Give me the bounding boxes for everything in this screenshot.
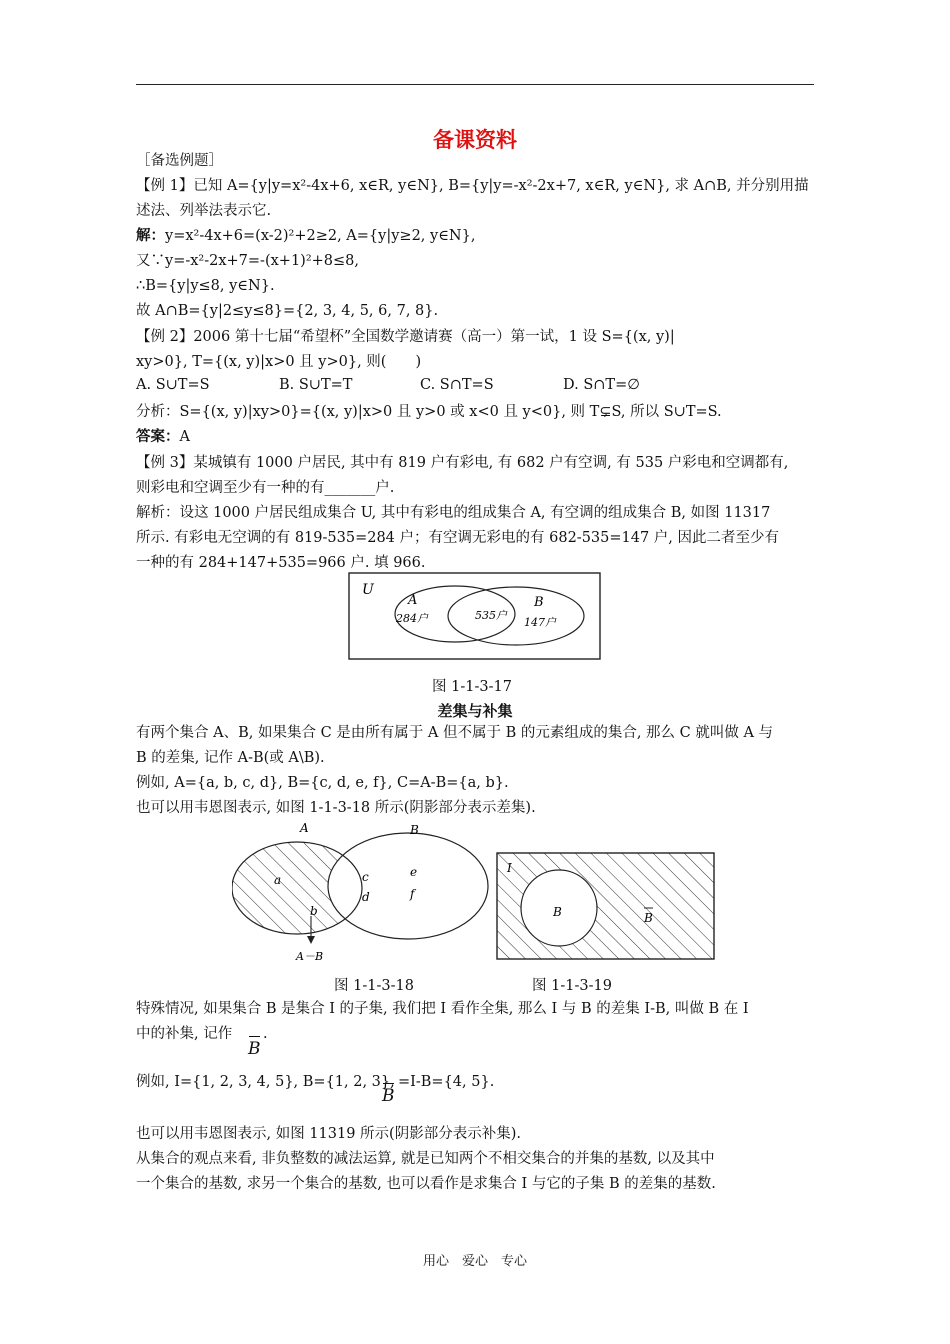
solution-1-line-4: 故 A∩B={y|2≤y≤8}={2, 3, 4, 5, 6, 7, 8}. [136, 303, 439, 319]
set-a-count: 284户 [396, 612, 428, 625]
analysis-2: 分析：S={(x, y)|xy>0}={(x, y)|x>0 且 y>0 或 x<0 且 y<0}, 则 T⊊S, 所以 S∪T=S. [136, 404, 722, 420]
universal-set-label: I [507, 861, 512, 875]
venn-figure-18 [232, 818, 494, 964]
period-mark: . [263, 1026, 268, 1042]
example-2-line-2: xy>0}, T={(x, y)|x>0 且 y>0}, 则( ) [136, 354, 422, 370]
option-b: B. S∪T=T [279, 377, 353, 393]
complement-label: B [644, 911, 653, 925]
intersection-count: 535户 [475, 609, 507, 622]
example-2-line-1: 【例 2】2006 第十七届“希望杯”全国数学邀请赛（高一）第一试，1 设 S={(x, y)| [136, 329, 675, 345]
option-c: C. S∩T=S [420, 377, 494, 393]
solution-1-line-2: 又∵y=-x²-2x+7=-(x+1)²+8≤8, [136, 253, 359, 269]
set-b-label: B [410, 823, 419, 837]
option-a: A. S∪T=S [136, 377, 210, 393]
difference-line-3: 例如, A={a, b, c, d}, B={c, d, e, f}, C=A-B={a, b}. [136, 775, 509, 791]
page-footer: 用心 爱心 专心 [422, 1254, 527, 1269]
analysis-3-line-1: 解析：设这 1000 户居民组成集合 U, 其中有彩电的组成集合 A, 有空调的组成集合 B, 如图 11317 [136, 505, 771, 521]
complement-line-1: 特殊情况, 如果集合 B 是集合 I 的子集, 我们把 I 看作全集, 那么 I 与 B 的差集 I-B, 叫做 B 在 I [136, 1001, 749, 1017]
venn-figure-17 [348, 572, 602, 660]
page-title: 备课资料 [433, 127, 517, 152]
complement-example-prefix: 例如, I={1, 2, 3, 4, 5}, B={1, 2, 3}, [136, 1074, 395, 1090]
viewpoint-line-2: 一个集合的基数, 求另一个集合的基数, 也可以看作是求集合 I 与它的子集 B 的差集的基数. [136, 1176, 716, 1192]
example-1-line-2: 述法、列举法表示它. [136, 203, 272, 219]
element-e: e [410, 865, 418, 879]
complement-symbol: B [248, 1039, 261, 1059]
set-b-label: B [534, 595, 544, 610]
analysis-3-line-3: 一种的有 284+147+535=966 户. 填 966. [136, 555, 426, 571]
example-3-line-2: 则彩电和空调至少有一种的有_______户. [136, 480, 395, 496]
complement-line-4: 也可以用韦恩图表示, 如图 11319 所示(阴影部分表示补集). [136, 1126, 521, 1142]
caption-figure-19: 图 1-1-3-19 [532, 978, 612, 994]
example-3-line-1: 【例 3】某城镇有 1000 户居民, 其中有 819 户有彩电, 有 682 户有空调, 有 535 户彩电和空调都有, [136, 455, 789, 471]
answer-label: 答案： [136, 428, 180, 445]
element-c: c [362, 870, 369, 884]
caption-figure-18: 图 1-1-3-18 [334, 978, 414, 994]
element-f: f [410, 887, 415, 901]
solution-1-text: y=x²-4x+6=(x-2)²+2≥2, A={y|y≥2, y∈N}, [165, 228, 476, 244]
solution-label: 解： [136, 227, 165, 244]
complement-symbol-example: B [382, 1086, 395, 1106]
section-subtitle: 差集与补集 [437, 702, 513, 720]
analysis-3-line-2: 所示. 有彩电无空调的有 819-535=284 户；有空调无彩电的有 682-535=147 户, 因此二者至少有 [136, 530, 780, 546]
set-b-count: 147户 [524, 616, 556, 629]
solution-1-line-1 [136, 226, 475, 246]
set-a-label: A [300, 821, 309, 835]
set-a-label: A [408, 593, 418, 608]
difference-line-1: 有两个集合 A、B, 如果集合 C 是由所有属于 A 但不属于 B 的元素组成的集合, 那么 C 就叫做 A 与 [136, 725, 774, 741]
difference-label: A－B [296, 950, 324, 963]
header-rule [136, 84, 814, 85]
set-b-label: B [553, 905, 562, 919]
example-1-line-1: 【例 1】已知 A={y|y=x²-4x+6, x∈R, y∈N}, B={y|y=-x²-2x+7, x∈R, y∈N}, 求 A∩B, 并分别用描 [136, 178, 809, 194]
venn-figure-19 [496, 852, 716, 962]
universal-set-label: U [362, 582, 374, 598]
complement-line-2: 中的补集, 记作 [136, 1026, 233, 1042]
difference-line-4: 也可以用韦恩图表示, 如图 1-1-3-18 所示(阴影部分表示差集). [136, 800, 536, 816]
viewpoint-line-1: 从集合的观点来看, 非负整数的减法运算, 就是已知两个不相交集合的并集的基数, 以及其中 [136, 1151, 715, 1167]
answer-2 [136, 427, 190, 447]
solution-1-line-3: ∴B={y|y≤8, y∈N}. [136, 278, 275, 294]
element-a: a [274, 873, 282, 887]
option-d: D. S∩T=∅ [563, 377, 640, 393]
answer-value: A [179, 429, 190, 445]
complement-example-suffix: =I-B={4, 5}. [398, 1074, 495, 1090]
caption-figure-17: 图 1-1-3-17 [432, 679, 512, 695]
element-d: d [362, 890, 370, 904]
section-label: ［备选例题］ [136, 153, 223, 169]
difference-line-2: B 的差集, 记作 A-B(或 A\B). [136, 750, 325, 766]
element-b: b [310, 904, 318, 918]
